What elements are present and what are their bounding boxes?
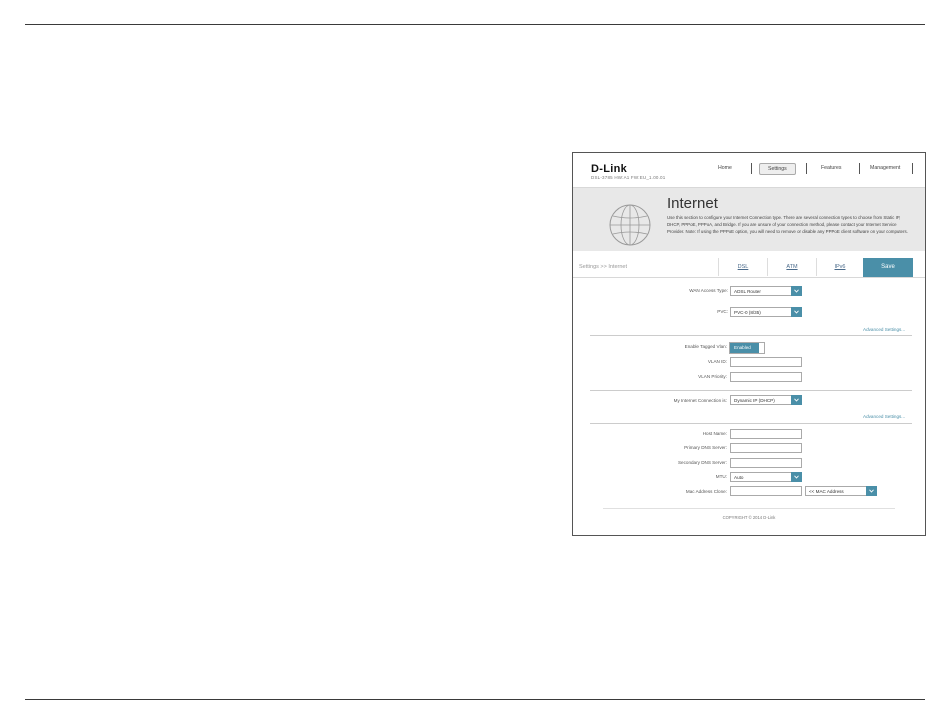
mac-clone-input[interactable] [730,486,802,496]
chevron-down-icon[interactable] [791,395,802,405]
advanced-settings-link[interactable]: Advanced Settings... [863,327,906,332]
router-ui-screenshot [572,152,926,536]
brand-logo: D-Link [591,163,628,175]
header [573,153,925,188]
tab-ipv6[interactable]: IPv6 [816,258,863,276]
save-button[interactable]: Save [863,258,913,277]
tagged-vlan-label: Enable Tagged Vlan: [684,344,727,349]
vlan-priority-label: VLAN Priority: [698,374,727,379]
toggle-state: Enabled [730,343,759,353]
chevron-down-icon[interactable] [791,472,802,482]
mtu-label: MTU: [715,474,727,479]
chevron-down-icon[interactable] [866,486,877,496]
tab-dsl[interactable]: DSL [718,258,767,276]
tab-bar [573,258,925,278]
breadcrumb: Settings >> Internet [579,264,628,270]
vlan-priority-input[interactable] [730,372,802,382]
copyright: COPYRIGHT © 2014 D-Link [722,515,776,520]
mtu-select[interactable] [730,472,802,482]
mtu-value: Auto [734,475,744,480]
nav-features[interactable]: Features [821,165,842,171]
advanced-settings-link[interactable]: Advanced Settings... [863,414,906,419]
host-name-input[interactable] [730,429,802,439]
chevron-down-icon[interactable] [791,286,802,296]
vlan-id-input[interactable] [730,357,802,367]
mac-address-option: << MAC Address [809,489,844,494]
mac-clone-label: Mac Address Clone: [685,489,727,494]
secondary-dns-input[interactable] [730,458,802,468]
pvc-value: PVC-0 (8/35) [734,310,761,315]
divider [590,390,912,391]
nav-separator [859,163,860,174]
page-title: Internet [667,195,718,212]
nav-separator [751,163,752,174]
top-rule [25,24,925,25]
divider [590,335,912,336]
secondary-dns-label: Secondary DNS Server: [677,460,727,465]
vlan-id-label: VLAN ID: [707,359,727,364]
connection-type-select[interactable] [730,395,802,405]
pvc-select[interactable] [730,307,802,317]
nav-home[interactable]: Home [718,165,732,171]
footer-divider [603,508,895,509]
wan-access-type-label: WAN Access Type: [689,288,728,293]
divider [590,423,912,424]
connection-type-value: Dynamic IP (DHCP) [734,398,775,403]
connection-type-label: My Internet Connection is: [673,398,727,403]
tab-atm[interactable]: ATM [767,258,816,276]
nav-separator [912,163,913,174]
model-info: DSL-3785 HW:A1 FW:EU_1.00.01 [591,175,666,180]
wan-access-type-value: ADSL Router [734,289,761,294]
nav-separator [806,163,807,174]
primary-dns-input[interactable] [730,443,802,453]
page-description: Use this section to configure your Internet Connection type. There are several connection types to choose from Static IP, DHCP, PPPoE, PPPoA, and Bridge. If you are unsure of your connection method, please contact your Internet Service Provider. Note: If using the PPPoE option, you will need to remove or disable any PPPoE client software on your computers. [667,215,908,235]
page-banner [573,188,925,251]
wan-access-type-select[interactable] [730,286,802,296]
pvc-label: PVC: [717,309,728,314]
mac-address-select[interactable] [805,486,877,496]
primary-dns-label: Primary DNS Server: [684,445,727,450]
nav-management[interactable]: Management [870,165,901,171]
host-name-label: Host Name: [702,431,727,436]
chevron-down-icon[interactable] [791,307,802,317]
tagged-vlan-toggle[interactable] [729,342,765,354]
bottom-rule [25,699,925,700]
nav-settings[interactable]: Settings [759,163,796,175]
globe-icon [607,202,653,248]
